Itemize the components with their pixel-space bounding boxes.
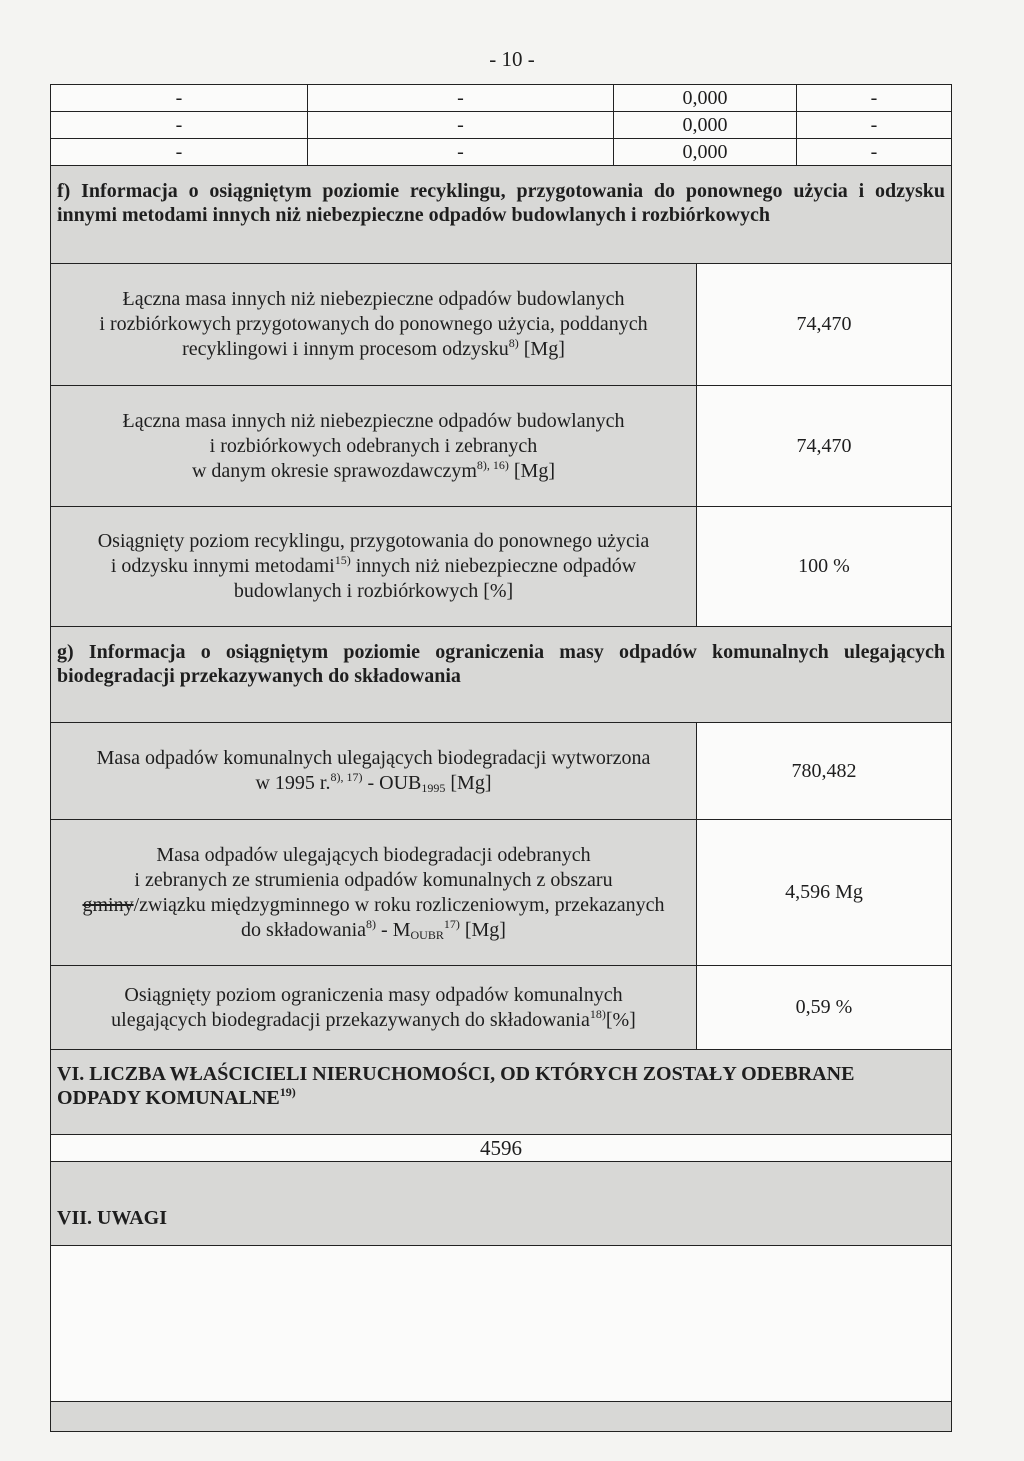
label-line: Masa odpadów ulegających biodegradacji odebranych: [156, 843, 591, 866]
heading-line: biodegradacji przekazywanych do składowania: [57, 665, 461, 687]
unit-label: [Mg]: [445, 772, 492, 794]
footnote-ref: 15): [334, 553, 351, 567]
owners-count: 4596: [51, 1135, 951, 1162]
section-vii-title: [51, 1162, 951, 1246]
row-label: [51, 507, 697, 626]
row-label: [51, 723, 697, 819]
label-line: Łączna masa innych niż niebezpieczne odpadów budowlanych: [122, 288, 625, 310]
unit-label: [Mg]: [518, 338, 565, 360]
row-label: [51, 264, 697, 385]
footnote-ref: 18): [589, 1006, 606, 1021]
section-f-row: [51, 507, 951, 627]
label-line: - M: [376, 918, 411, 941]
table-row: [51, 85, 951, 112]
row-value: 780,482: [697, 723, 951, 819]
unit-label: [%]: [605, 1008, 636, 1031]
row-value: 100 %: [697, 507, 951, 626]
table-row: [51, 112, 951, 139]
subscript: 1995: [421, 781, 446, 795]
table-cell: 0,000: [614, 85, 797, 111]
label-line: Osiągnięty poziom ograniczenia masy odpadów komunalnych: [124, 983, 623, 1006]
label-line: ulegających biodegradacji przekazywanych do składowania: [111, 1008, 590, 1031]
footnote-ref: 8), 16): [476, 457, 509, 472]
remarks-footer-bar: [51, 1402, 951, 1431]
table-row: [51, 139, 951, 166]
row-label: [51, 966, 697, 1049]
table-cell: -: [797, 85, 951, 111]
label-line: i rozbiórkowych przygotowanych do ponownego użycia, poddanych: [99, 313, 648, 335]
heading-line: innymi metodami innych niż niebezpieczne odpadów budowlanych i rozbiórkowych: [57, 204, 771, 226]
label-line: i zebranych ze strumienia odpadów komunalnych z obszaru: [134, 868, 613, 891]
label-line: - OUB: [362, 772, 422, 794]
heading-line: f) Informacja o osiągniętym poziomie recyklingu, przygotowania do ponownego użycia i odzysku: [57, 180, 945, 202]
label-line: w danym okresie sprawozdawczym: [191, 459, 477, 482]
remarks-box: [51, 1246, 951, 1402]
row-label: [51, 386, 697, 506]
heading-line: ODPADY KOMUNALNE: [57, 1087, 280, 1109]
table-cell: -: [308, 139, 614, 165]
section-g-row: [51, 966, 951, 1050]
row-value: 74,470: [697, 264, 951, 385]
footnote-ref: 8): [508, 336, 519, 350]
label-line: Osiągnięty poziom recyklingu, przygotowania do ponownego użycia: [97, 530, 650, 552]
row-value: 4,596 Mg: [697, 820, 951, 965]
section-vi-title: [51, 1050, 951, 1135]
label-line: /związku międzygminnego w roku rozliczeniowym, przekazanych: [133, 893, 665, 916]
unit-label: [Mg]: [508, 459, 555, 482]
table-cell: -: [308, 112, 614, 138]
table-cell: -: [308, 85, 614, 111]
form-table: [50, 84, 952, 1432]
label-line: recyklingowi i innym procesom odzysku: [182, 338, 509, 360]
label-line: do składowania: [241, 918, 367, 941]
label-line: w 1995 r.: [255, 772, 331, 794]
row-value: 74,470: [697, 386, 951, 506]
footnote-ref: 19): [279, 1085, 296, 1099]
label-line: Łączna masa innych niż niebezpieczne odpadów budowlanych: [122, 409, 625, 432]
label-line: budowlanych i rozbiórkowych [%]: [233, 580, 514, 602]
section-f-row: [51, 264, 951, 386]
section-g-row: [51, 723, 951, 820]
table-cell: 0,000: [614, 112, 797, 138]
table-cell: -: [51, 85, 308, 111]
table-cell: -: [51, 112, 308, 138]
table-cell: 0,000: [614, 139, 797, 165]
footnote-ref: 8): [366, 916, 377, 931]
section-f-heading: [51, 166, 951, 264]
label-line: i rozbiórkowych odebranych i zebranych: [209, 434, 538, 457]
footnote-ref: 17): [443, 916, 460, 931]
subscript: OUBR: [410, 927, 444, 942]
struck-text: gminy: [82, 893, 134, 916]
label-line: Masa odpadów komunalnych ulegających biodegradacji wytworzona: [96, 747, 651, 769]
row-label: [51, 820, 697, 965]
heading-line: VII. UWAGI: [57, 1207, 168, 1229]
table-cell: -: [797, 112, 951, 138]
row-value: 0,59 %: [697, 966, 951, 1049]
table-cell: -: [51, 139, 308, 165]
table-cell: -: [797, 139, 951, 165]
page-number: - 10 -: [489, 47, 535, 71]
unit-label: [Mg]: [459, 918, 506, 941]
heading-line: VI. LICZBA WŁAŚCICIELI NIERUCHOMOŚCI, OD KTÓRYCH ZOSTAŁY ODEBRANE: [57, 1063, 855, 1085]
label-line: i odzysku innymi metodami: [110, 555, 335, 577]
label-line: innych niż niebezpieczne odpadów: [350, 555, 637, 577]
section-f-row: [51, 386, 951, 507]
footnote-ref: 8), 17): [330, 770, 363, 784]
section-g-row: [51, 820, 951, 966]
section-g-heading: [51, 627, 951, 723]
heading-line: g) Informacja o osiągniętym poziomie ograniczenia masy odpadów komunalnych ulegających: [57, 641, 945, 663]
